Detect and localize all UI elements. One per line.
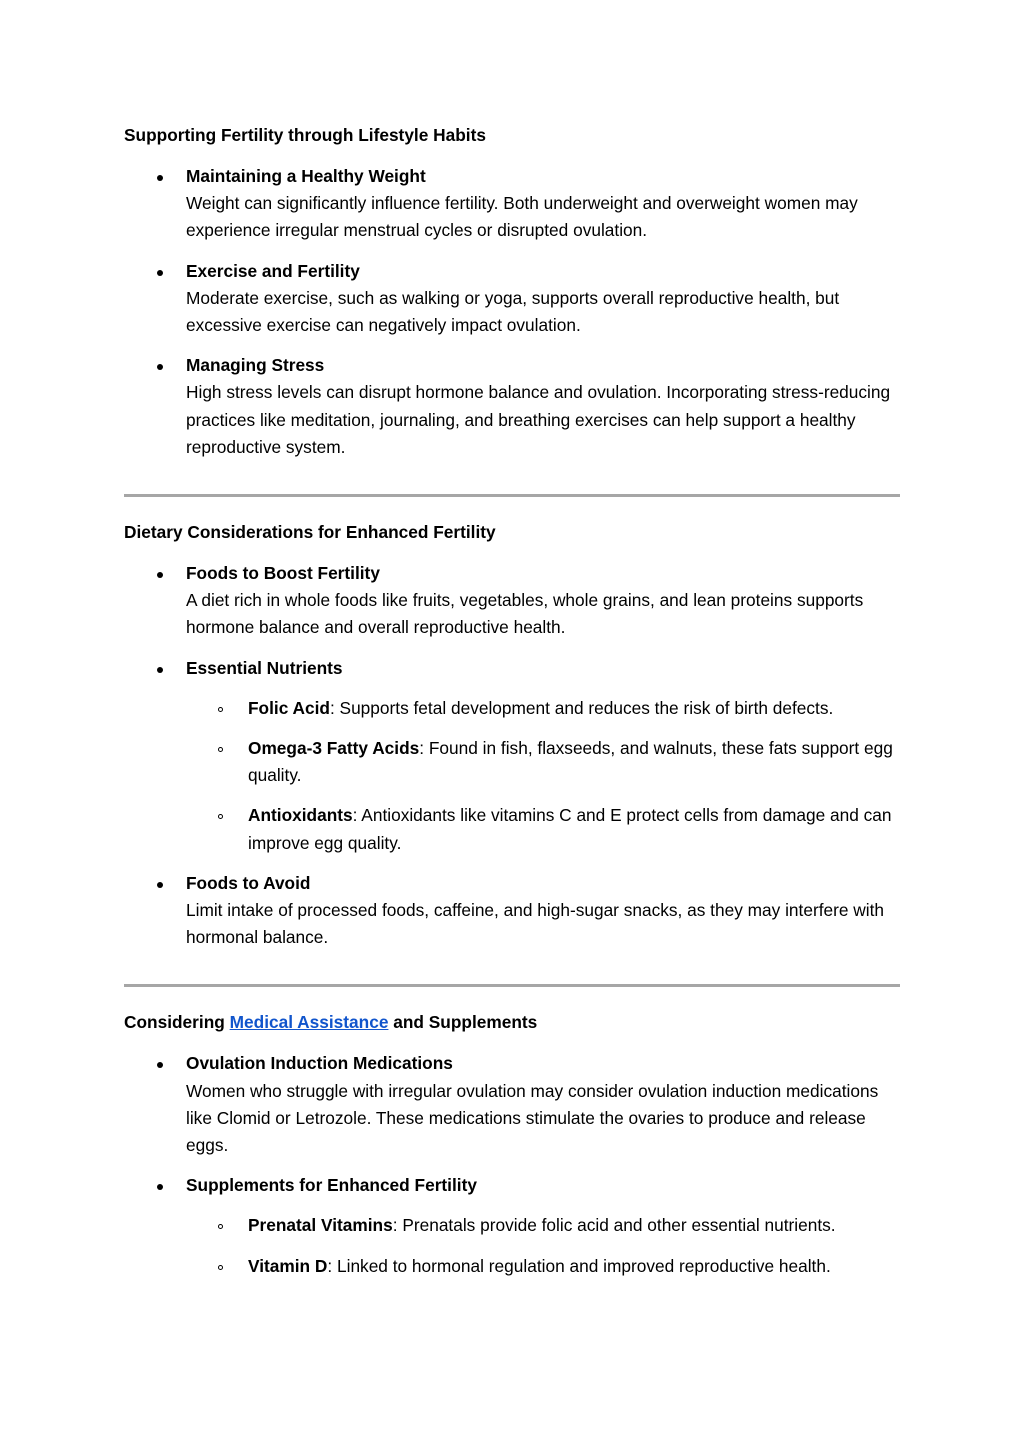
bullet-dot xyxy=(157,270,163,276)
bullet-dot xyxy=(157,175,163,181)
bullet-foods-avoid xyxy=(124,870,904,952)
bullet-essential-nutrients xyxy=(124,655,904,682)
section-title-prefix: Considering xyxy=(124,1012,230,1033)
subitem-term: Prenatal Vitamins xyxy=(248,1215,393,1236)
bullet-heading: Exercise and Fertility xyxy=(186,260,360,281)
bullet-text: A diet rich in whole foods like fruits, vegetables, whole grains, and lean proteins supports hormone balance and overall reproductive health. xyxy=(186,590,864,638)
subitem-term: Antioxidants xyxy=(248,805,353,826)
bullet-heading: Foods to Avoid xyxy=(186,872,311,893)
subitem-term: Vitamin D xyxy=(248,1255,328,1276)
subitem-antioxidants xyxy=(124,802,904,856)
bullet-exercise xyxy=(124,258,904,340)
section-title-medical xyxy=(124,1009,904,1036)
bullet-heading: Maintaining a Healthy Weight xyxy=(186,166,426,186)
section-title-dietary: Dietary Considerations for Enhanced Fertility xyxy=(124,522,496,543)
subitem-text: : Linked to hormonal regulation and improved reproductive health. xyxy=(327,1255,831,1276)
bullet-text: Weight can significantly influence fertility. Both underweight and overweight women may experience irregular menstrual cycles or disrupted ovulation. xyxy=(186,193,858,241)
bullet-dot xyxy=(157,1062,163,1068)
sub-bullet-circle xyxy=(218,1265,223,1270)
bullet-stress xyxy=(124,352,904,461)
subitem-folic-acid xyxy=(124,695,904,722)
bullet-healthy-weight xyxy=(124,163,904,245)
bullet-heading: Foods to Boost Fertility xyxy=(186,563,380,584)
bullet-boost-foods xyxy=(124,560,904,642)
bullet-dot xyxy=(157,667,163,673)
bullet-heading: Essential Nutrients xyxy=(186,657,343,678)
subitem-term: Omega-3 Fatty Acids xyxy=(248,738,420,759)
bullet-dot xyxy=(157,1184,163,1190)
bullet-supplements xyxy=(124,1172,904,1199)
sub-bullet-circle xyxy=(218,707,223,712)
bullet-heading: Managing Stress xyxy=(186,355,325,376)
subitem-omega3 xyxy=(124,735,904,789)
bullet-dot xyxy=(157,364,163,370)
bullet-text: Moderate exercise, such as walking or yoga, supports overall reproductive health, but excessive exercise can negatively impact ovulation. xyxy=(186,287,840,336)
subitem-term: Folic Acid xyxy=(248,697,330,718)
bullet-heading: Ovulation Induction Medications xyxy=(186,1053,453,1074)
section-title-suffix: and Supplements xyxy=(388,1012,538,1033)
document-content xyxy=(124,122,904,1280)
bullet-dot xyxy=(157,572,163,578)
bullet-text: High stress levels can disrupt hormone balance and ovulation. Incorporating stress-reducing practices like meditation, journaling, and breathing exercises can help support a healthy reproductive system. xyxy=(186,382,891,457)
subitem-text: : Antioxidants like vitamins C and E protect cells from damage and can improve egg quality. xyxy=(248,805,892,853)
bullet-ovulation-meds xyxy=(124,1050,904,1159)
subitem-vitamin-d xyxy=(124,1253,904,1280)
sub-bullet-circle xyxy=(218,1224,223,1229)
subitem-text: : Supports fetal development and reduces the risk of birth defects. xyxy=(329,697,834,718)
bullet-text: Limit intake of processed foods, caffeine, and high-sugar snacks, as they may interfere with hormonal balance. xyxy=(186,900,885,948)
subitem-text: : Prenatals provide folic acid and other essential nutrients. xyxy=(392,1215,836,1236)
medical-assistance-link[interactable]: Medical Assistance xyxy=(229,1012,389,1033)
subitem-prenatal xyxy=(124,1212,904,1239)
bullet-heading: Supplements for Enhanced Fertility xyxy=(186,1175,477,1196)
sub-bullet-circle xyxy=(218,814,223,819)
bullet-text: Women who struggle with irregular ovulation may consider ovulation induction medications like Clomid or Letrozole. These medications stimulate the ovaries to produce and release eggs. xyxy=(186,1080,879,1156)
sub-bullet-circle xyxy=(218,747,223,752)
bullet-dot xyxy=(157,882,163,888)
section-title-lifestyle: Supporting Fertility through Lifestyle Habits xyxy=(124,125,486,145)
subitem-text: : Found in fish, flaxseeds, and walnuts, these fats support egg quality. xyxy=(248,738,893,786)
